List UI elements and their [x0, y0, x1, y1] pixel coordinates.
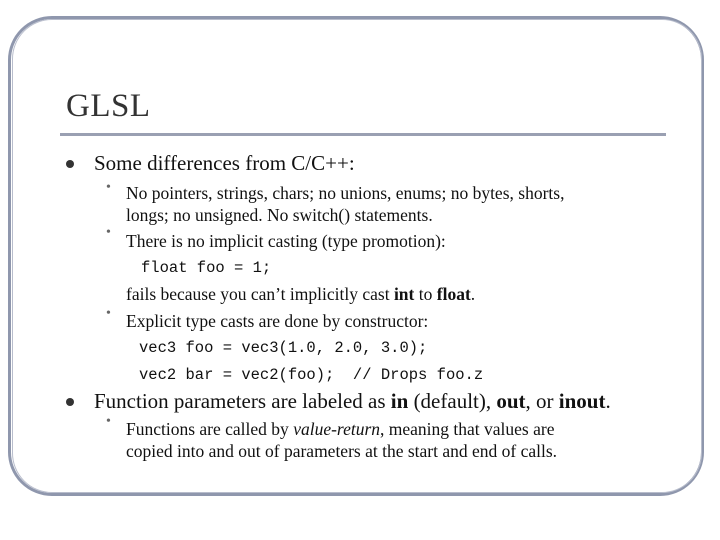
sub-bullet-value-return-1: Functions are called by value-return, meaning that values are — [126, 419, 555, 439]
code-vec2-bar: vec2 bar = vec2(foo); // Drops foo.z — [139, 366, 484, 384]
sub-bullet-icon: • — [106, 306, 111, 321]
sub-bullet-icon: • — [106, 225, 111, 240]
sub-bullet-icon: • — [106, 414, 111, 429]
slide-title: GLSL — [66, 88, 151, 124]
code-float-foo: float foo = 1; — [141, 259, 272, 277]
bullet-icon — [66, 398, 74, 406]
bullet-function-parameters: Function parameters are labeled as in (default), out, or inout. — [94, 389, 611, 413]
sub-bullet-value-return-2: copied into and out of parameters at the start and end of calls. — [126, 441, 558, 461]
title-divider — [60, 133, 666, 136]
sub-bullet-no-pointers-2: longs; no unsigned. No switch() statements. — [126, 205, 433, 225]
sub-bullet-no-pointers-1: No pointers, strings, chars; no unions, enums; no bytes, shorts, — [126, 183, 565, 203]
fails-explanation: fails because you can’t implicitly cast int to float. — [126, 284, 476, 304]
code-vec3-foo: vec3 foo = vec3(1.0, 2.0, 3.0); — [139, 339, 428, 357]
bullet-differences: Some differences from C/C++: — [94, 151, 355, 175]
sub-bullet-explicit-casts: Explicit type casts are done by constructor: — [126, 311, 429, 331]
sub-bullet-icon: • — [106, 180, 111, 195]
bullet-icon — [66, 160, 74, 168]
sub-bullet-implicit-casting: There is no implicit casting (type promotion): — [126, 231, 446, 251]
